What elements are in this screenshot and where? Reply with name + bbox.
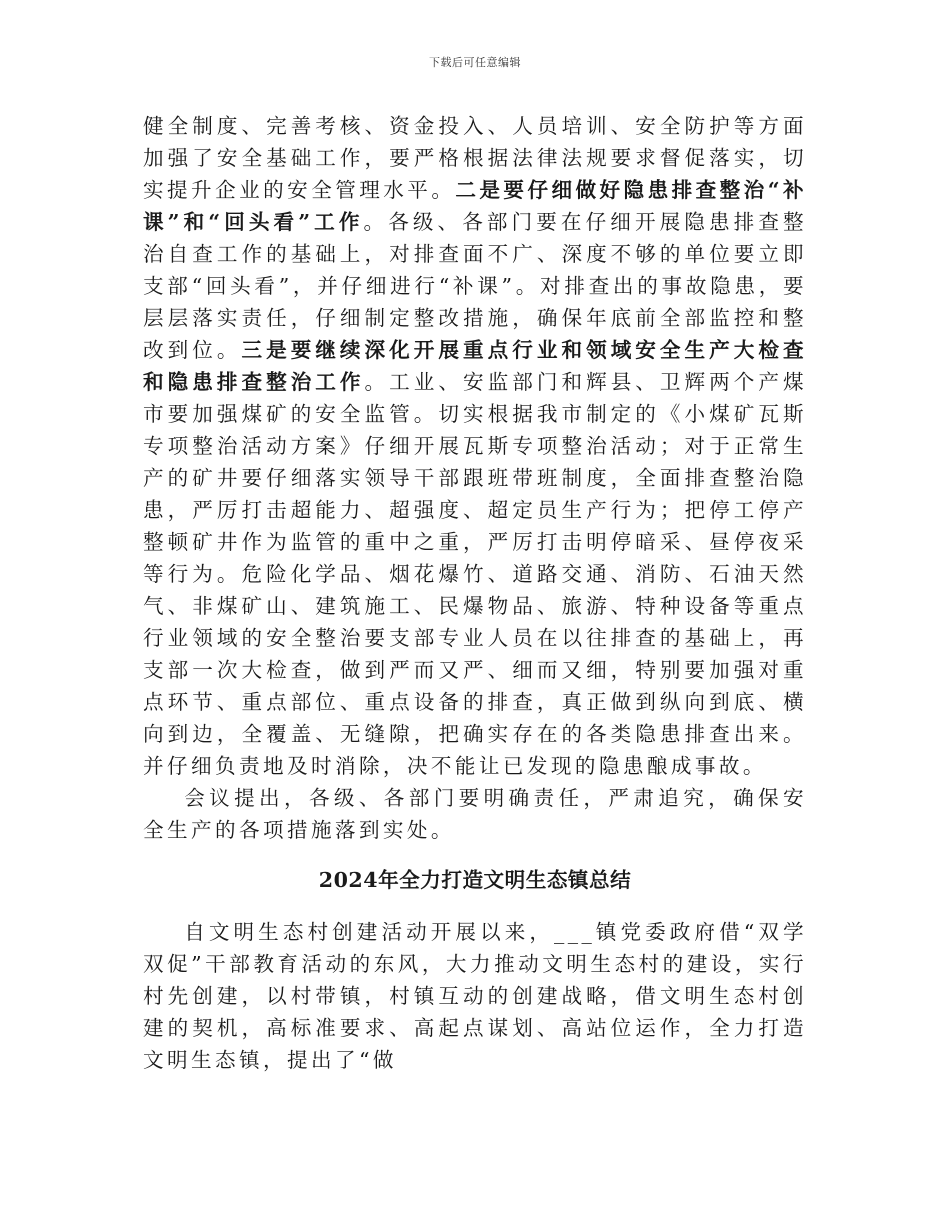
- paragraph-meeting-conclusion: 会议提出，各级、各部门要明确责任，严肃追究，确保安全生产的各项措施落到实处。: [143, 786, 807, 842]
- page-header: 下载后可任意编辑: [429, 56, 521, 69]
- paragraph-safety-measures: [143, 110, 807, 782]
- section-title: 2024年全力打造文明生态镇总结: [318, 868, 632, 892]
- bold-heading-point-two: 二是要仔细做好隐患排查整治“补课”和“回头看”工作: [143, 178, 807, 234]
- paragraph-text: 镇党委政府借“双学双促”干部教育活动的东风，大力推动文明生态村的建设，实行村先创建，以村带镇，村镇互动的创建战略，借文明生态村创建的契机，高标准要求、高起点谋划、高站位运作，全力打造文明生态镇，提出了“做: [143, 920, 807, 1072]
- paragraph-text: 。工业、安监部门和辉县、卫辉两个产煤市要加强煤矿的安全监管。切实根据我市制定的《小煤矿瓦斯专项整治活动方案》仔细开展瓦斯专项整治活动；对于正常生产的矿井要仔细落实领导干部跟班带班制度，全面排查整治隐患，严厉打击超能力、超强度、超定员生产行为；把停工停产整顿矿井作为监管的重中之重，严厉打击明停暗采、昼停夜采等行为。危险化学品、烟花爆竹、道路交通、消防、石油天然气、非煤矿山、建筑施工、民爆物品、旅游、特种设备等重点行业领域的安全整治要支部专业人员在以往排查的基础上，再支部一次大检查，做到严而又严、细而又细，特别要加强对重点环节、重点部位、重点设备的排查，真正做到纵向到底、横向到边，全覆盖、无缝隙，把确实存在的各类隐患排查出来。并仔细负责地及时消除，决不能让已发现的隐患酿成事故。: [143, 370, 807, 778]
- paragraph-text: 自文明生态村创建活动开展以来，: [184, 920, 555, 944]
- paragraph-text: 健全制度、完善考核、资金投入、人员培训、安全防护等方面加强了安全基础工作，要严格根据法律法规要求督促落实，切实提升企业的安全管理水平。: [143, 114, 807, 202]
- paragraph-eco-town-intro: [143, 916, 807, 1076]
- fill-in-blank: ___: [554, 920, 596, 944]
- document-body: [143, 110, 807, 1076]
- bold-heading-point-three: 三是要继续深化开展重点行业和领域安全生产大检查和隐患排查整治工作: [143, 338, 807, 394]
- paragraph-text: 。各级、各部门要在仔细开展隐患排查整治自查工作的基础上，对排查面不广、深度不够的单位要立即支部“回头看”，并仔细进行“补课”。对排查出的事故隐患，要层层落实责任，仔细制定整改措施，确保年底前全部监控和整改到位。: [143, 210, 807, 362]
